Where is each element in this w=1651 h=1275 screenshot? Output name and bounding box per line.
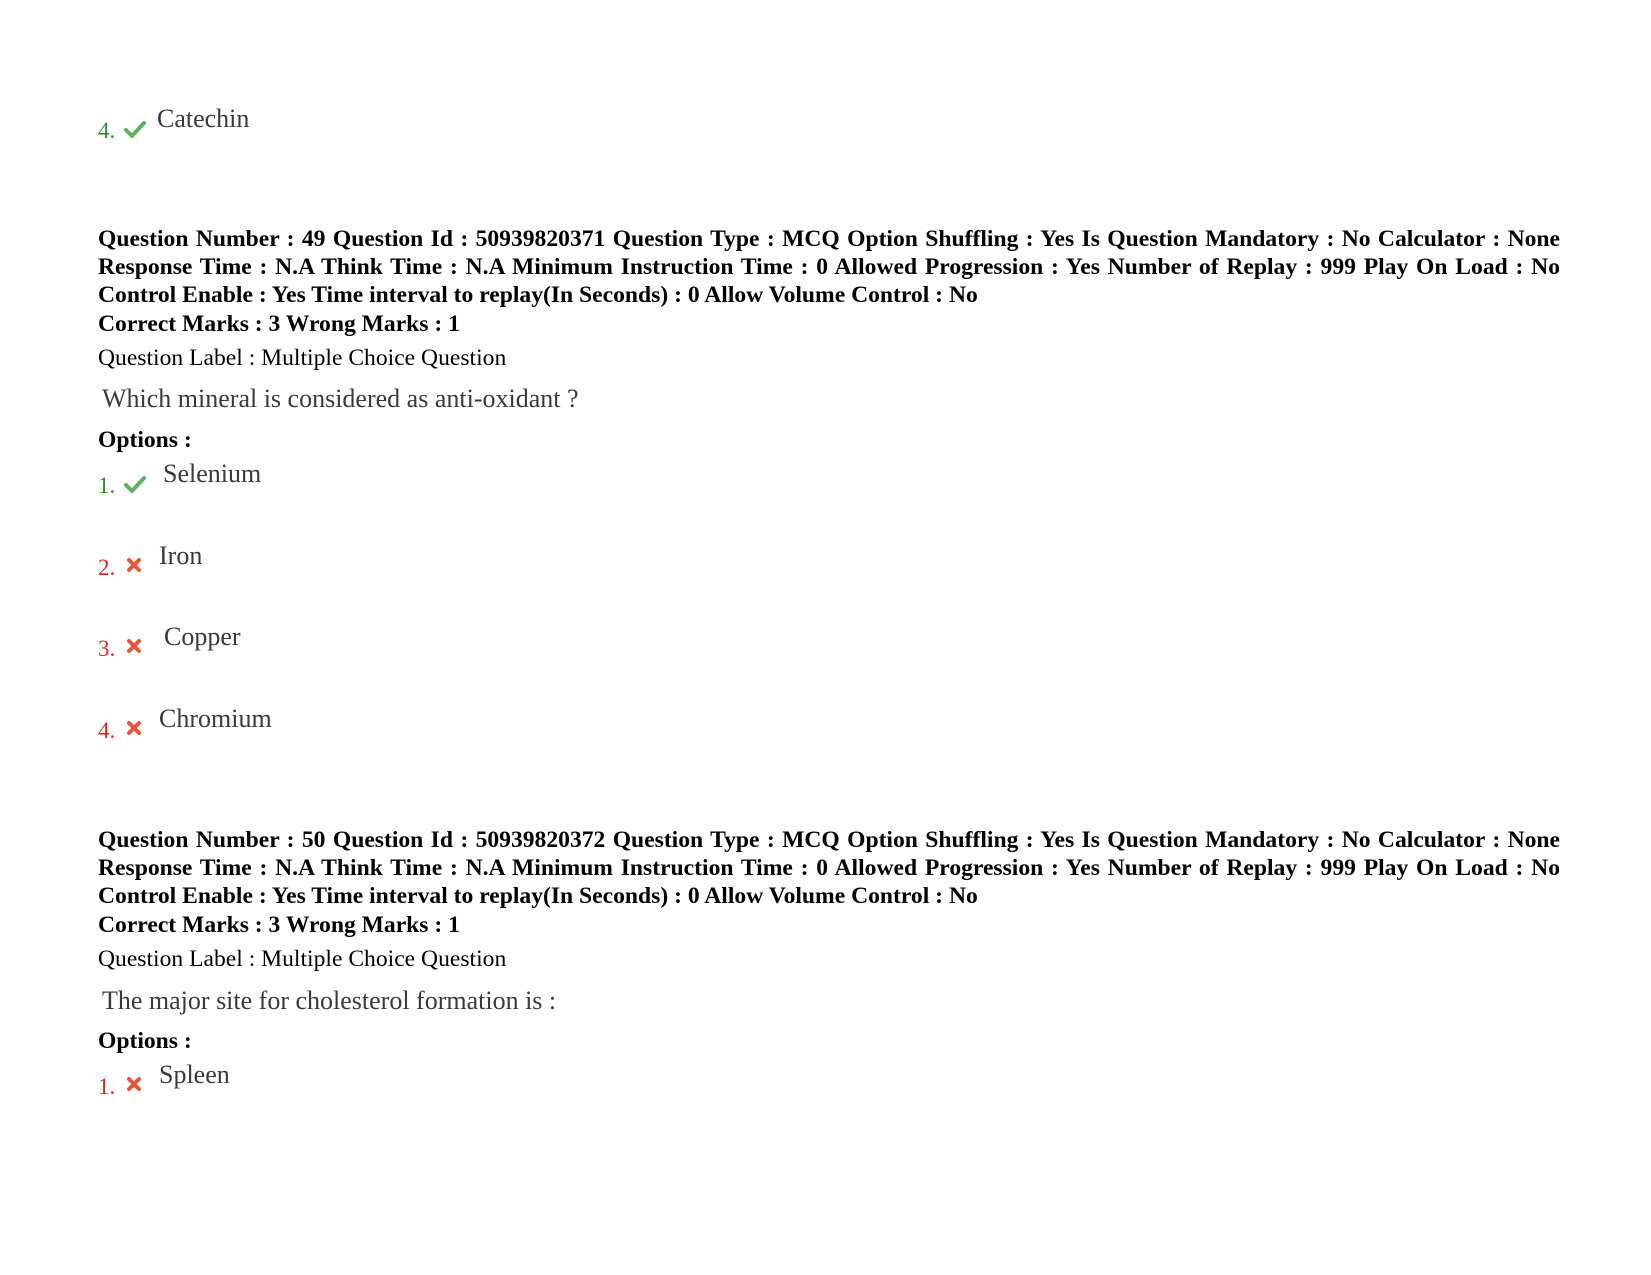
question-marks: Correct Marks : 3 Wrong Marks : 1 bbox=[98, 912, 460, 938]
option-text: Iron bbox=[159, 541, 203, 570]
option-number: 1. bbox=[98, 1074, 116, 1099]
question-marks: Correct Marks : 3 Wrong Marks : 1 bbox=[98, 311, 460, 337]
options-label: Options : bbox=[98, 427, 192, 453]
question-meta: Question Number : 50 Question Id : 50939820372 Question Type : MCQ Option Shuffling : Yes Is Question Mandatory : No Calculator : None Response Time : N.A Think Time : N.A Minimum Instruction Time : 0 Allowed Progression : Yes Number of Replay : 999 Play On Load : No Control Enable : Yes Time interval to replay(In Seconds) : 0 Allow Volume Control : No bbox=[98, 827, 1560, 909]
cross-icon bbox=[124, 1075, 146, 1095]
option-text: Selenium bbox=[163, 459, 262, 488]
question-text: The major site for cholesterol formation is : bbox=[102, 986, 557, 1015]
option-text: Spleen bbox=[159, 1060, 230, 1089]
cross-icon bbox=[124, 556, 146, 576]
question-label: Question Label : Multiple Choice Question bbox=[98, 946, 507, 972]
check-icon bbox=[124, 119, 146, 139]
option-text: Copper bbox=[164, 622, 241, 651]
option-text: Catechin bbox=[157, 104, 250, 133]
option-number: 4. bbox=[98, 718, 116, 743]
option-number: 2. bbox=[98, 555, 116, 580]
options-label: Options : bbox=[98, 1028, 192, 1054]
cross-icon bbox=[124, 719, 146, 739]
option-number: 3. bbox=[98, 636, 116, 661]
option-number: 4. bbox=[98, 118, 116, 143]
option-number: 1. bbox=[98, 473, 116, 498]
question-meta: Question Number : 49 Question Id : 50939820371 Question Type : MCQ Option Shuffling : Yes Is Question Mandatory : No Calculator : None Response Time : N.A Think Time : N.A Minimum Instruction Time : 0 Allowed Progression : Yes Number of Replay : 999 Play On Load : No Control Enable : Yes Time interval to replay(In Seconds) : 0 Allow Volume Control : No bbox=[98, 226, 1560, 308]
question-text: Which mineral is considered as anti-oxidant ? bbox=[102, 384, 579, 413]
option-text: Chromium bbox=[159, 704, 272, 733]
question-label: Question Label : Multiple Choice Question bbox=[98, 345, 507, 371]
check-icon bbox=[124, 474, 146, 494]
cross-icon bbox=[124, 637, 146, 657]
